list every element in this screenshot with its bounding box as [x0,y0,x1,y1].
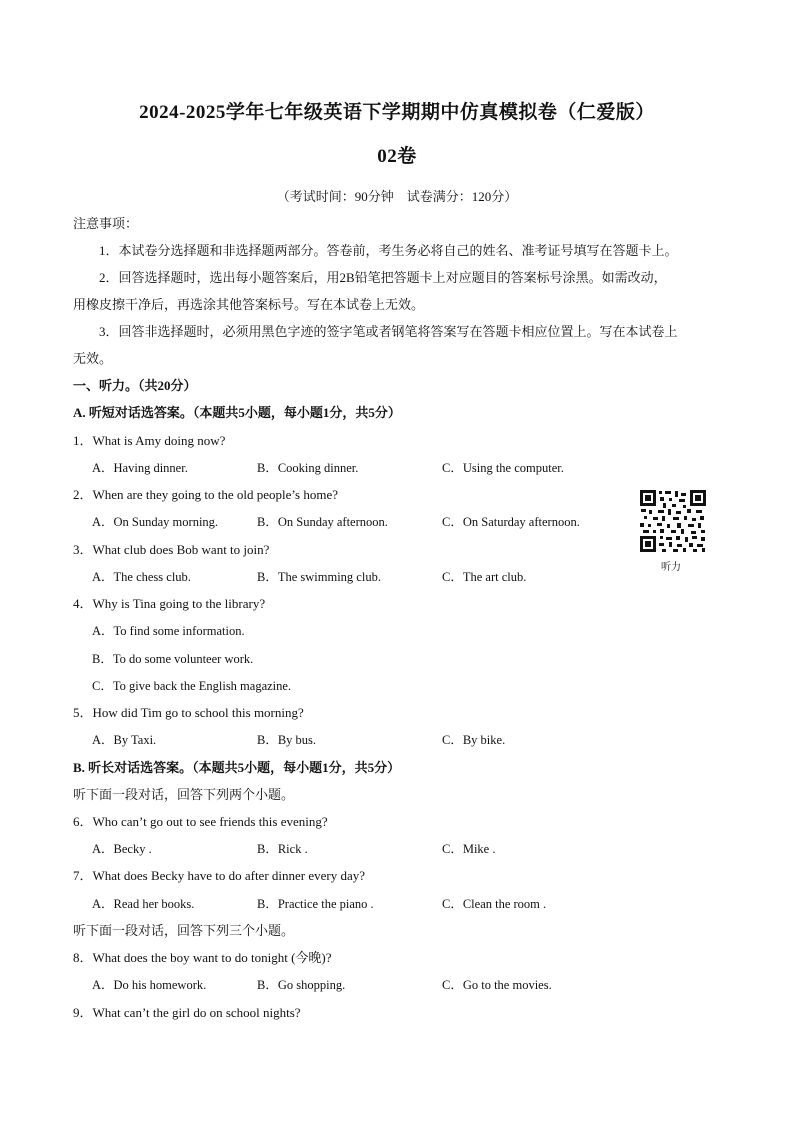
exam-info: （考试时间：90分钟 试卷满分：120分） [276,189,518,204]
q1-option-a: A．Having dinner. [92,461,188,475]
note-3b: 无效。 [73,351,113,366]
question-8: 8．What does the boy want to do tonight (今晚)? [73,950,332,965]
question-3: 3．What club does Bob want to join? [73,542,270,557]
q3-option-c: C．The art club. [442,570,527,584]
question-7: 7．What does Becky have to do after dinner every day? [73,868,366,883]
q1-option-b: B．Cooking dinner. [257,461,359,475]
instruction-2: 听下面一段对话，回答下列三个小题。 [73,923,295,938]
q5-option-b: B．By bus. [257,733,317,747]
q7-option-c: C．Clean the room . [442,897,547,911]
q5-option-a: A．By Taxi. [92,733,157,747]
qr-code-icon[interactable] [639,489,707,553]
notes-heading: 注意事项： [73,216,139,231]
note-2a: 2．回答选择题时，选出每小题答案后，用2B铅笔把答题卡上对应题目的答案标号涂黑。如需改动， [99,270,667,285]
question-1: 1．What is Amy doing now? [73,433,226,448]
q2-option-c: C．On Saturday afternoon. [442,515,580,529]
q5-option-c: C．By bike. [442,733,506,747]
q8-option-b: B．Go shopping. [257,978,346,992]
q1-option-c: C．Using the computer. [442,461,564,475]
q8-option-a: A．Do his homework. [92,978,207,992]
q8-option-c: C．Go to the movies. [442,978,552,992]
q6-option-b: B．Rick . [257,842,308,856]
question-2: 2．When are they going to the old people’s home? [73,487,338,502]
q4-option-b: B．To do some volunteer work. [92,652,254,666]
q6-option-a: A．Becky . [92,842,152,856]
qr-label: 听力 [661,562,681,573]
q4-option-a: A．To find some information. [92,624,245,638]
q2-option-b: B．On Sunday afternoon. [257,515,388,529]
q2-option-a: A．On Sunday morning. [92,515,219,529]
q7-option-a: A．Read her books. [92,897,195,911]
q4-option-c: C．To give back the English magazine. [92,679,292,693]
question-4: 4．Why is Tina going to the library? [73,596,266,611]
section-heading: 一、听力。（共20分） [73,378,197,393]
note-3a: 3．回答非选择题时，必须用黑色字迹的签字笔或者钢笔将答案写在答题卡相应位置上。写在本试卷上 [99,324,678,339]
question-6: 6．Who can’t go out to see friends this evening? [73,814,328,829]
part-a-heading: A. 听短对话选答案。（本题共5小题，每小题1分，共5分） [73,405,401,420]
q3-option-b: B．The swimming club. [257,570,381,584]
q3-option-a: A．The chess club. [92,570,191,584]
paper-number: 02卷 [377,146,417,167]
page-title: 2024-2025学年七年级英语下学期期中仿真模拟卷（仁爱版） [139,102,655,123]
question-5: 5．How did Tim go to school this morning? [73,705,304,720]
q7-option-b: B．Practice the piano . [257,897,374,911]
q6-option-c: C．Mike . [442,842,496,856]
question-9: 9．What can’t the girl do on school nights? [73,1005,301,1020]
part-b-heading: B. 听长对话选答案。（本题共5小题，每小题1分，共5分） [73,760,401,775]
note-2b: 用橡皮擦干净后，再选涂其他答案标号。写在本试卷上无效。 [73,297,425,312]
instruction-1: 听下面一段对话，回答下列两个小题。 [73,787,295,802]
note-1: 1．本试卷分选择题和非选择题两部分。答卷前，考生务必将自己的姓名、准考证号填写在答题卡上。 [99,243,678,258]
